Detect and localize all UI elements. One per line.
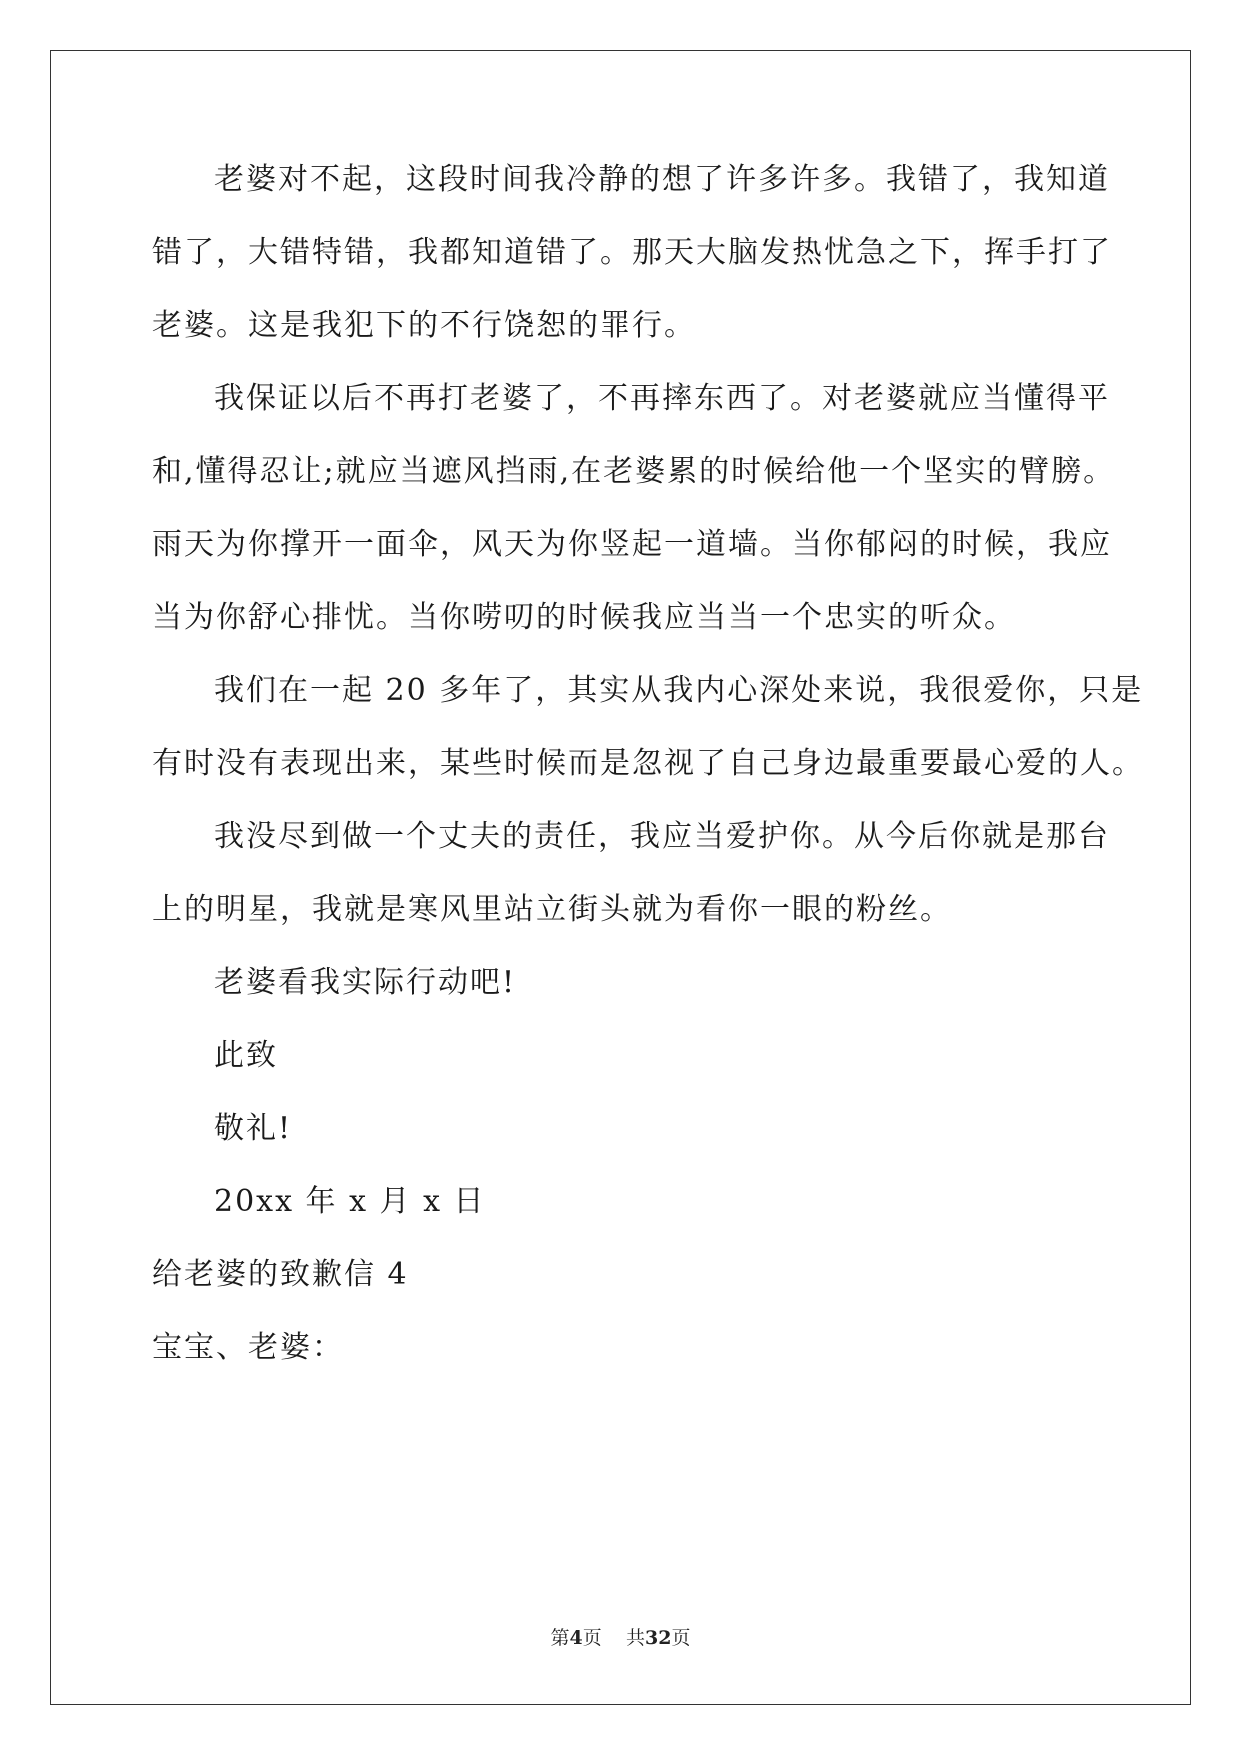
text-line: 我没尽到做一个丈夫的责任，我应当爱护你。从今后你就是那台	[214, 819, 1110, 854]
text-line: 我保证以后不再打老婆了，不再摔东西了。对老婆就应当懂得平	[214, 381, 1110, 416]
page-suffix: 页	[582, 1627, 602, 1649]
text-line: 上的明星，我就是寒风里站立街头就为看你一眼的粉丝。	[152, 892, 952, 927]
page-footer	[0, 1626, 1241, 1650]
total-pages: 32	[644, 1627, 672, 1649]
text-line: 有时没有表现出来，某些时候而是忽视了自己身边最重要最心爱的人。	[152, 746, 1144, 781]
text-line: 老婆。这是我犯下的不行饶恕的罪行。	[152, 308, 696, 343]
text-line: 雨天为你撑开一面伞，风天为你竖起一道墙。当你郁闷的时候，我应	[152, 527, 1112, 562]
page-number: 4	[569, 1627, 583, 1649]
page-border	[50, 50, 1191, 1705]
text-line: 和,懂得忍让;就应当遮风挡雨,在老婆累的时候给他一个坚实的臂膀。	[152, 454, 1116, 489]
salutation-closing: 此致	[214, 1038, 278, 1073]
salutation-respect: 敬礼!	[214, 1111, 293, 1146]
text-line: 老婆对不起，这段时间我冷静的想了许多许多。我错了，我知道	[214, 162, 1110, 197]
total-suffix: 页	[671, 1627, 691, 1649]
letter-greeting: 宝宝、老婆：	[152, 1330, 344, 1365]
text-line: 错了，大错特错，我都知道错了。那天大脑发热忧急之下，挥手打了	[152, 235, 1112, 270]
letter-title: 给老婆的致歉信 4	[152, 1257, 409, 1292]
total-prefix: 共	[625, 1627, 645, 1649]
text-line: 我们在一起 20 多年了，其实从我内心深处来说，我很爱你，只是	[214, 673, 1144, 708]
letter-date: 20xx 年 x 月 x 日	[214, 1184, 486, 1219]
page-prefix: 第	[550, 1627, 570, 1649]
text-line: 当为你舒心排忧。当你唠叨的时候我应当当一个忠实的听众。	[152, 600, 1016, 635]
text-line: 老婆看我实际行动吧!	[214, 965, 517, 1000]
